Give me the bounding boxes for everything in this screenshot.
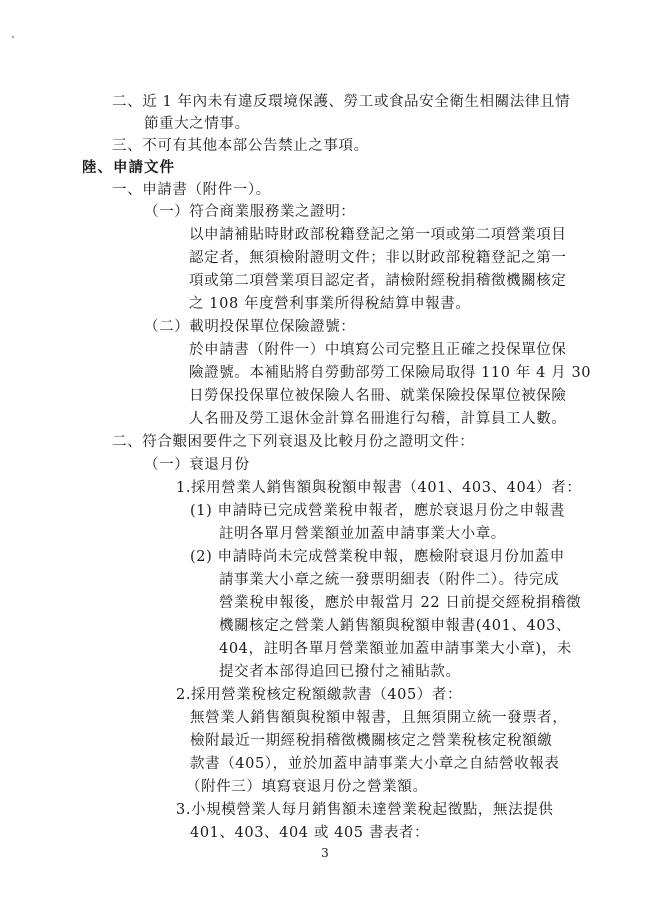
line-12: 於申請書（附件一）中填寫公司完整且正確之投保單位保: [189, 342, 567, 358]
line-25: 404，註明各單月營業額並加蓋申請事業大小章)，未: [219, 641, 572, 657]
line-20: 註明各單月營業額並加蓋申請事業大小章。: [219, 526, 506, 542]
line-27: 2.採用營業稅核定稅額繳款書（405）者：: [176, 687, 463, 703]
line-7: 以申請補貼時財政部稅籍登記之第一項或第二項營業項目: [189, 227, 567, 243]
line-8: 認定者，無須檢附證明文件；非以財政部稅籍登記之第一: [189, 250, 567, 266]
line-31: （附件三）填寫衰退月份之營業額。: [186, 779, 428, 795]
line-32: 3.小規模營業人每月銷售額未達營業稅起徵點，無法提供: [176, 802, 554, 818]
line-24: 機關核定之營業人銷售額與稅額申報書(401、403、: [219, 618, 572, 634]
line-16: 二、符合艱困要件之下列衰退及比較月份之證明文件：: [112, 434, 475, 450]
page-number: 3: [321, 846, 329, 860]
line-21: (2) 申請時尚未完成營業稅申報，應檢附衰退月份加蓋申: [190, 549, 565, 565]
line-6: （一）符合商業服務業之證明：: [144, 204, 356, 220]
line-11: （二）載明投保單位保險證號：: [144, 319, 356, 335]
line-3: 三、不可有其他本部公告禁止之事項。: [112, 138, 369, 154]
line-1: 二、近 1 年內未有違反環境保護、勞工或食品安全衛生相關法律且情: [112, 94, 571, 110]
line-10: 之 108 年度營利事業所得稅結算申報書。: [189, 296, 471, 312]
line-19: (1) 申請時已完成營業稅申報者，應於衰退月份之申報書: [190, 503, 565, 519]
line-15: 人名冊及勞工退休金計算名冊進行勾稽，計算員工人數。: [189, 411, 567, 427]
line-2: 節重大之情事。: [144, 116, 250, 132]
line-26: 提交者本部得追回已撥付之補貼款。: [219, 664, 461, 680]
line-28: 無營業人銷售額與稅額申報書，且無須開立統一發票者，: [190, 710, 568, 726]
line-23: 營業稅申報後，應於申報當月 22 日前提交經稅捐稽徵: [219, 595, 582, 611]
line-14: 日勞保投保單位被保險人名冊、就業保險投保單位被保險: [189, 388, 567, 404]
line-22: 請事業大小章之統一發票明細表（附件二）。待完成: [219, 572, 560, 588]
line-33: 401、403、404 或 405 書表者：: [190, 825, 430, 841]
line-29: 檢附最近一期經稅捐稽徵機關核定之營業稅核定稅額繳: [190, 733, 553, 749]
line-18: 1.採用營業人銷售額與稅額申報書（401、403、404）者：: [176, 480, 582, 496]
section-heading: 陸、申請文件: [82, 159, 175, 176]
line-30: 款書（405），並於加蓋申請事業大小章之自結營收報表: [190, 756, 560, 772]
line-5: 一、申請書（附件一）。: [112, 182, 271, 198]
scan-speck: [12, 36, 14, 38]
line-9: 項或第二項營業項目認定者，請檢附經稅捐稽徵機關核定: [189, 273, 567, 289]
line-17: （一）衰退月份: [144, 457, 250, 473]
line-13: 險證號。本補貼將自勞動部勞工保險局取得 110 年 4 月 30: [189, 365, 592, 381]
